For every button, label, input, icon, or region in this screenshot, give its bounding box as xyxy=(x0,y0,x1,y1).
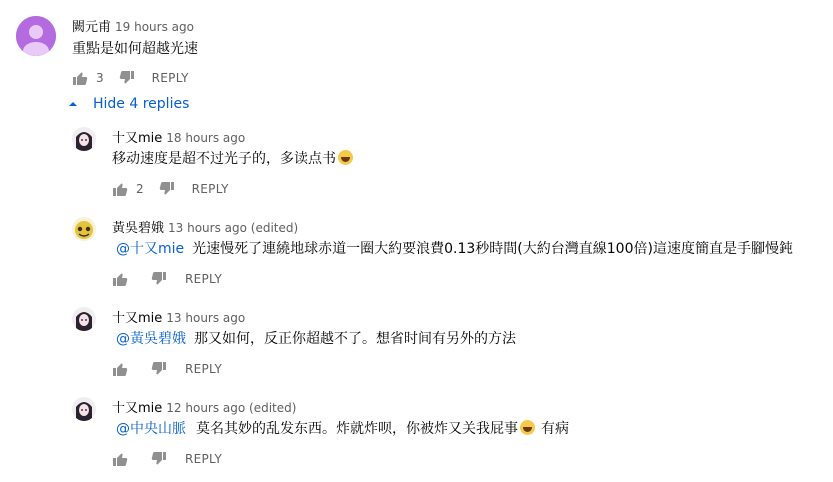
thumbs-down-icon[interactable] xyxy=(151,361,167,377)
hide-replies-button[interactable] xyxy=(68,96,189,112)
reply-button[interactable]: REPLY xyxy=(191,182,229,196)
thumbs-down-icon[interactable] xyxy=(151,451,167,467)
avatar[interactable] xyxy=(72,397,96,421)
reply-text-content: 光速慢死了連繞地球赤道一圈大約要浪費0.13秒時間(大約台灣直線100倍)這速度簡直是手腳慢鈍 xyxy=(192,241,793,257)
chevron-up-icon xyxy=(68,99,78,109)
reply-author[interactable]: 十又mie xyxy=(112,401,163,416)
thumbs-down-icon[interactable] xyxy=(119,70,135,86)
laughing-emoji-icon xyxy=(338,150,353,165)
reply-text xyxy=(116,418,569,438)
reply-actions xyxy=(112,447,222,471)
thumbs-up-icon[interactable] xyxy=(112,181,128,197)
reply-actions xyxy=(112,267,222,291)
thumbs-down-icon[interactable] xyxy=(151,271,167,287)
reply-text-tail: 有病 xyxy=(541,421,569,437)
anime-avatar-icon xyxy=(72,397,96,421)
reply-author[interactable]: 十又mie xyxy=(112,311,163,326)
reply-author-line xyxy=(112,397,296,416)
reply-author[interactable]: 黃吳碧娥 xyxy=(112,221,165,236)
anime-avatar-icon xyxy=(72,307,96,331)
comment-time[interactable]: 19 hours ago xyxy=(115,20,194,34)
mention-link[interactable]: @黃吳碧娥 xyxy=(116,331,186,347)
thumbs-up-icon[interactable] xyxy=(112,451,128,467)
mention-link[interactable]: @十又mie xyxy=(116,241,185,257)
comment-text: 重點是如何超越光速 xyxy=(72,41,198,57)
default-avatar-icon xyxy=(16,16,56,56)
reply-author[interactable]: 十又mie xyxy=(112,131,163,146)
reply-author-line xyxy=(112,217,298,236)
reply-author-line xyxy=(112,307,245,326)
like-count: 3 xyxy=(96,71,104,85)
reply-button[interactable]: REPLY xyxy=(185,272,223,286)
reply-time[interactable]: 13 hours ago (edited) xyxy=(168,221,299,235)
comment-actions xyxy=(72,66,189,90)
comment-author[interactable]: 闕元甫 xyxy=(72,20,112,35)
mention-link[interactable]: @中央山脈 xyxy=(116,421,186,437)
reply-time[interactable]: 12 hours ago (edited) xyxy=(166,401,297,415)
avatar[interactable] xyxy=(72,307,96,331)
avatar[interactable] xyxy=(72,127,96,151)
reply-time[interactable]: 13 hours ago xyxy=(166,311,246,325)
like-count: 2 xyxy=(136,182,144,196)
reply-text-content: 那又如何，反正你超越不了。想省时间有另外的方法 xyxy=(194,331,516,347)
thumbs-up-icon[interactable] xyxy=(72,70,88,86)
thumbs-up-icon[interactable] xyxy=(112,271,128,287)
reply-button[interactable]: REPLY xyxy=(185,362,223,376)
reply-actions xyxy=(112,177,229,201)
yellow-avatar-icon xyxy=(72,217,96,241)
hide-replies-label: Hide 4 replies xyxy=(93,96,190,112)
reply-text xyxy=(112,148,353,168)
thumbs-down-icon[interactable] xyxy=(159,181,175,197)
thumbs-up-icon[interactable] xyxy=(112,361,128,377)
comment-author-line xyxy=(72,16,194,35)
reply-button[interactable]: REPLY xyxy=(185,452,223,466)
reply-text-content: 莫名其妙的乱发东西。炸就炸呗，你被炸又关我屁事 xyxy=(196,421,518,437)
reply-text-content: 移动速度是超不过光子的，多读点书 xyxy=(112,151,336,167)
reply-text xyxy=(116,328,516,348)
reply-time[interactable]: 18 hours ago xyxy=(166,131,246,145)
reply-text xyxy=(116,238,793,258)
laughing-emoji-icon xyxy=(520,420,535,435)
anime-avatar-icon xyxy=(72,127,96,151)
avatar[interactable] xyxy=(16,16,56,56)
avatar[interactable] xyxy=(72,217,96,241)
reply-button[interactable]: REPLY xyxy=(151,71,189,85)
reply-author-line xyxy=(112,127,245,146)
reply-actions xyxy=(112,357,222,381)
